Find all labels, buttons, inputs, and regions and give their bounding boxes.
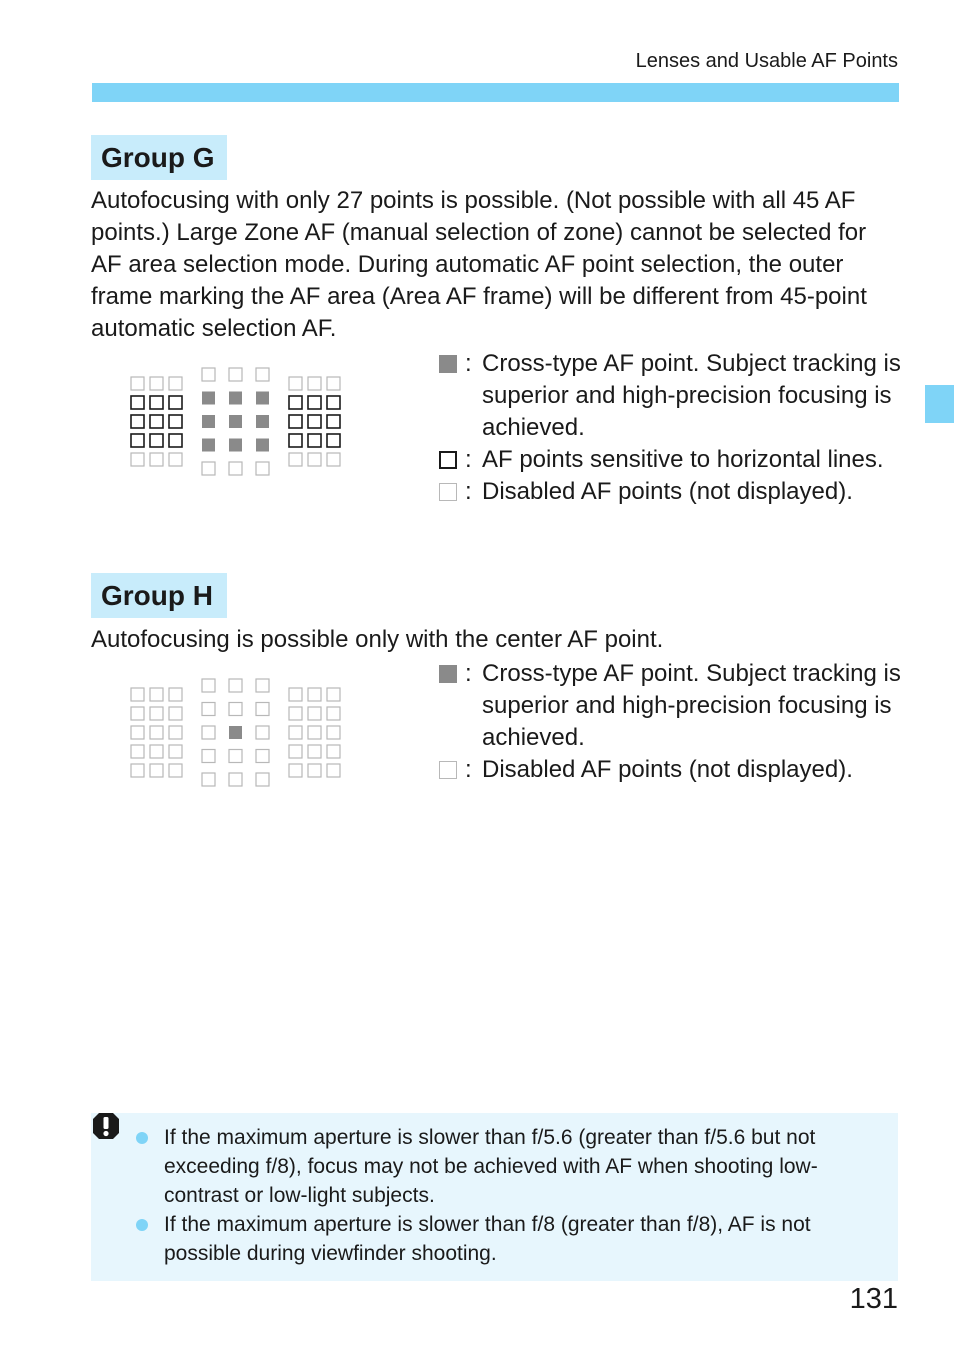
af-point-disabled (169, 707, 182, 720)
af-point-horizontal (289, 434, 302, 447)
af-point-disabled (327, 764, 340, 777)
af-point-disabled (327, 453, 340, 466)
af-point-cross (229, 726, 242, 739)
af-point-disabled (308, 745, 321, 758)
af-point-horizontal (131, 434, 144, 447)
legend-item: : Cross-type AF point. Subject tracking is superior and high-precision focusing is achieved. (437, 348, 907, 444)
af-point-disabled (256, 368, 269, 381)
af-point-disabled (202, 368, 215, 381)
af-point-disabled (256, 773, 269, 786)
group-g-legend (437, 348, 907, 508)
af-point-disabled (229, 368, 242, 381)
legend-text: AF points sensitive to horizontal lines. (482, 446, 884, 473)
af-point-horizontal (131, 415, 144, 428)
caution-list (134, 1123, 879, 1268)
af-point-cross (229, 392, 242, 405)
af-point-disabled (131, 377, 144, 390)
af-point-disabled (229, 462, 242, 475)
af-point-disabled (289, 764, 302, 777)
af-point-cross (229, 415, 242, 428)
af-point-cross (256, 392, 269, 405)
af-point-disabled (131, 688, 144, 701)
disabled-point-icon (437, 476, 465, 508)
af-point-disabled (308, 377, 321, 390)
af-point-horizontal (169, 434, 182, 447)
caution-item (134, 1210, 879, 1268)
af-point-cross (202, 415, 215, 428)
group-g-af-diagram (120, 362, 350, 492)
af-point-disabled (150, 688, 163, 701)
af-point-horizontal (308, 415, 321, 428)
af-point-disabled (202, 726, 215, 739)
group-h-heading: Group H (91, 573, 227, 618)
af-point-cross (202, 439, 215, 452)
af-point-disabled (150, 745, 163, 758)
af-point-horizontal (131, 396, 144, 409)
af-point-disabled (308, 726, 321, 739)
af-point-horizontal (327, 434, 340, 447)
legend-text: Cross-type AF point. Subject tracking is superior and high-precision focusing is achieved. (482, 350, 901, 441)
af-point-disabled (327, 377, 340, 390)
af-point-disabled (169, 453, 182, 466)
af-point-disabled (289, 707, 302, 720)
af-point-horizontal (169, 415, 182, 428)
af-point-disabled (131, 745, 144, 758)
af-point-disabled (308, 764, 321, 777)
af-point-disabled (289, 726, 302, 739)
group-g-heading: Group G (91, 135, 227, 180)
group-h-legend (437, 658, 907, 786)
af-point-cross (202, 392, 215, 405)
af-point-disabled (131, 726, 144, 739)
af-point-disabled (289, 688, 302, 701)
af-point-disabled (229, 750, 242, 763)
group-h-paragraph: Autofocusing is possible only with the center AF point. (91, 626, 664, 653)
af-point-disabled (289, 745, 302, 758)
af-point-disabled (150, 764, 163, 777)
af-point-horizontal (327, 415, 340, 428)
af-point-horizontal (150, 434, 163, 447)
af-point-disabled (327, 745, 340, 758)
legend-item: : Disabled AF points (not displayed). (437, 476, 907, 508)
af-point-disabled (169, 764, 182, 777)
af-point-horizontal (150, 396, 163, 409)
running-head: Lenses and Usable AF Points (635, 50, 898, 72)
af-point-disabled (229, 703, 242, 716)
af-point-disabled (150, 377, 163, 390)
cross-type-point-icon (437, 348, 465, 380)
af-point-horizontal (150, 415, 163, 428)
af-point-disabled (131, 707, 144, 720)
af-point-disabled (289, 377, 302, 390)
af-point-disabled (202, 773, 215, 786)
af-point-disabled (308, 707, 321, 720)
bullet-icon (134, 1210, 164, 1239)
af-point-disabled (169, 688, 182, 701)
af-point-disabled (169, 726, 182, 739)
af-point-disabled (229, 679, 242, 692)
af-point-disabled (131, 453, 144, 466)
af-point-horizontal (169, 396, 182, 409)
af-point-disabled (202, 750, 215, 763)
af-point-diagram-h (120, 673, 350, 803)
af-point-disabled (308, 453, 321, 466)
horizontal-point-icon (437, 444, 465, 476)
af-point-disabled (229, 773, 242, 786)
af-point-horizontal (289, 415, 302, 428)
group-h-af-diagram (120, 673, 350, 803)
af-point-horizontal (308, 396, 321, 409)
legend-item: : AF points sensitive to horizontal lines. (437, 444, 907, 476)
bullet-icon (134, 1123, 164, 1152)
af-point-disabled (202, 703, 215, 716)
af-point-cross (229, 439, 242, 452)
af-point-disabled (327, 688, 340, 701)
af-point-horizontal (308, 434, 321, 447)
chapter-tab (925, 385, 954, 423)
af-point-disabled (202, 679, 215, 692)
cross-type-point-icon (437, 658, 465, 690)
af-point-disabled (256, 726, 269, 739)
disabled-point-icon (437, 754, 465, 786)
caution-text: If the maximum aperture is slower than f/8 (greater than f/8), AF is not possible during viewfinder shooting. (164, 1213, 811, 1265)
legend-text: Disabled AF points (not displayed). (482, 478, 853, 505)
af-point-disabled (169, 377, 182, 390)
af-point-disabled (327, 726, 340, 739)
af-point-diagram-g (120, 362, 350, 492)
af-point-disabled (131, 764, 144, 777)
page-number: 131 (849, 1283, 898, 1315)
af-point-disabled (308, 688, 321, 701)
caution-item (134, 1123, 879, 1210)
af-point-horizontal (289, 396, 302, 409)
af-point-disabled (289, 453, 302, 466)
caution-text: If the maximum aperture is slower than f/5.6 (greater than f/5.6 but not exceeding f/8), focus may not be achieved with AF when shooting low-contrast or low-light subjects. (164, 1126, 818, 1207)
header-rule (92, 83, 899, 102)
af-point-cross (256, 439, 269, 452)
legend-text: Disabled AF points (not displayed). (482, 756, 853, 783)
caution-icon (91, 1111, 121, 1141)
af-point-disabled (256, 679, 269, 692)
group-g-paragraph: Autofocusing with only 27 points is possible. (Not possible with all 45 AF points.) Large Zone AF (manual selection of zone) cannot be selected for AF area selection mode. During automatic AF point selection, the outer frame marking the AF area (Area AF frame) will be different from 45-point automatic selection AF. (91, 187, 867, 342)
legend-item: : Cross-type AF point. Subject tracking is superior and high-precision focusing is achieved. (437, 658, 907, 754)
af-point-disabled (169, 745, 182, 758)
af-point-disabled (256, 750, 269, 763)
af-point-disabled (150, 707, 163, 720)
af-point-disabled (256, 462, 269, 475)
af-point-disabled (256, 703, 269, 716)
af-point-disabled (150, 453, 163, 466)
legend-item: : Disabled AF points (not displayed). (437, 754, 907, 786)
legend-text: Cross-type AF point. Subject tracking is superior and high-precision focusing is achieved. (482, 660, 901, 751)
af-point-cross (256, 415, 269, 428)
af-point-horizontal (327, 396, 340, 409)
af-point-disabled (202, 462, 215, 475)
af-point-disabled (327, 707, 340, 720)
af-point-disabled (150, 726, 163, 739)
